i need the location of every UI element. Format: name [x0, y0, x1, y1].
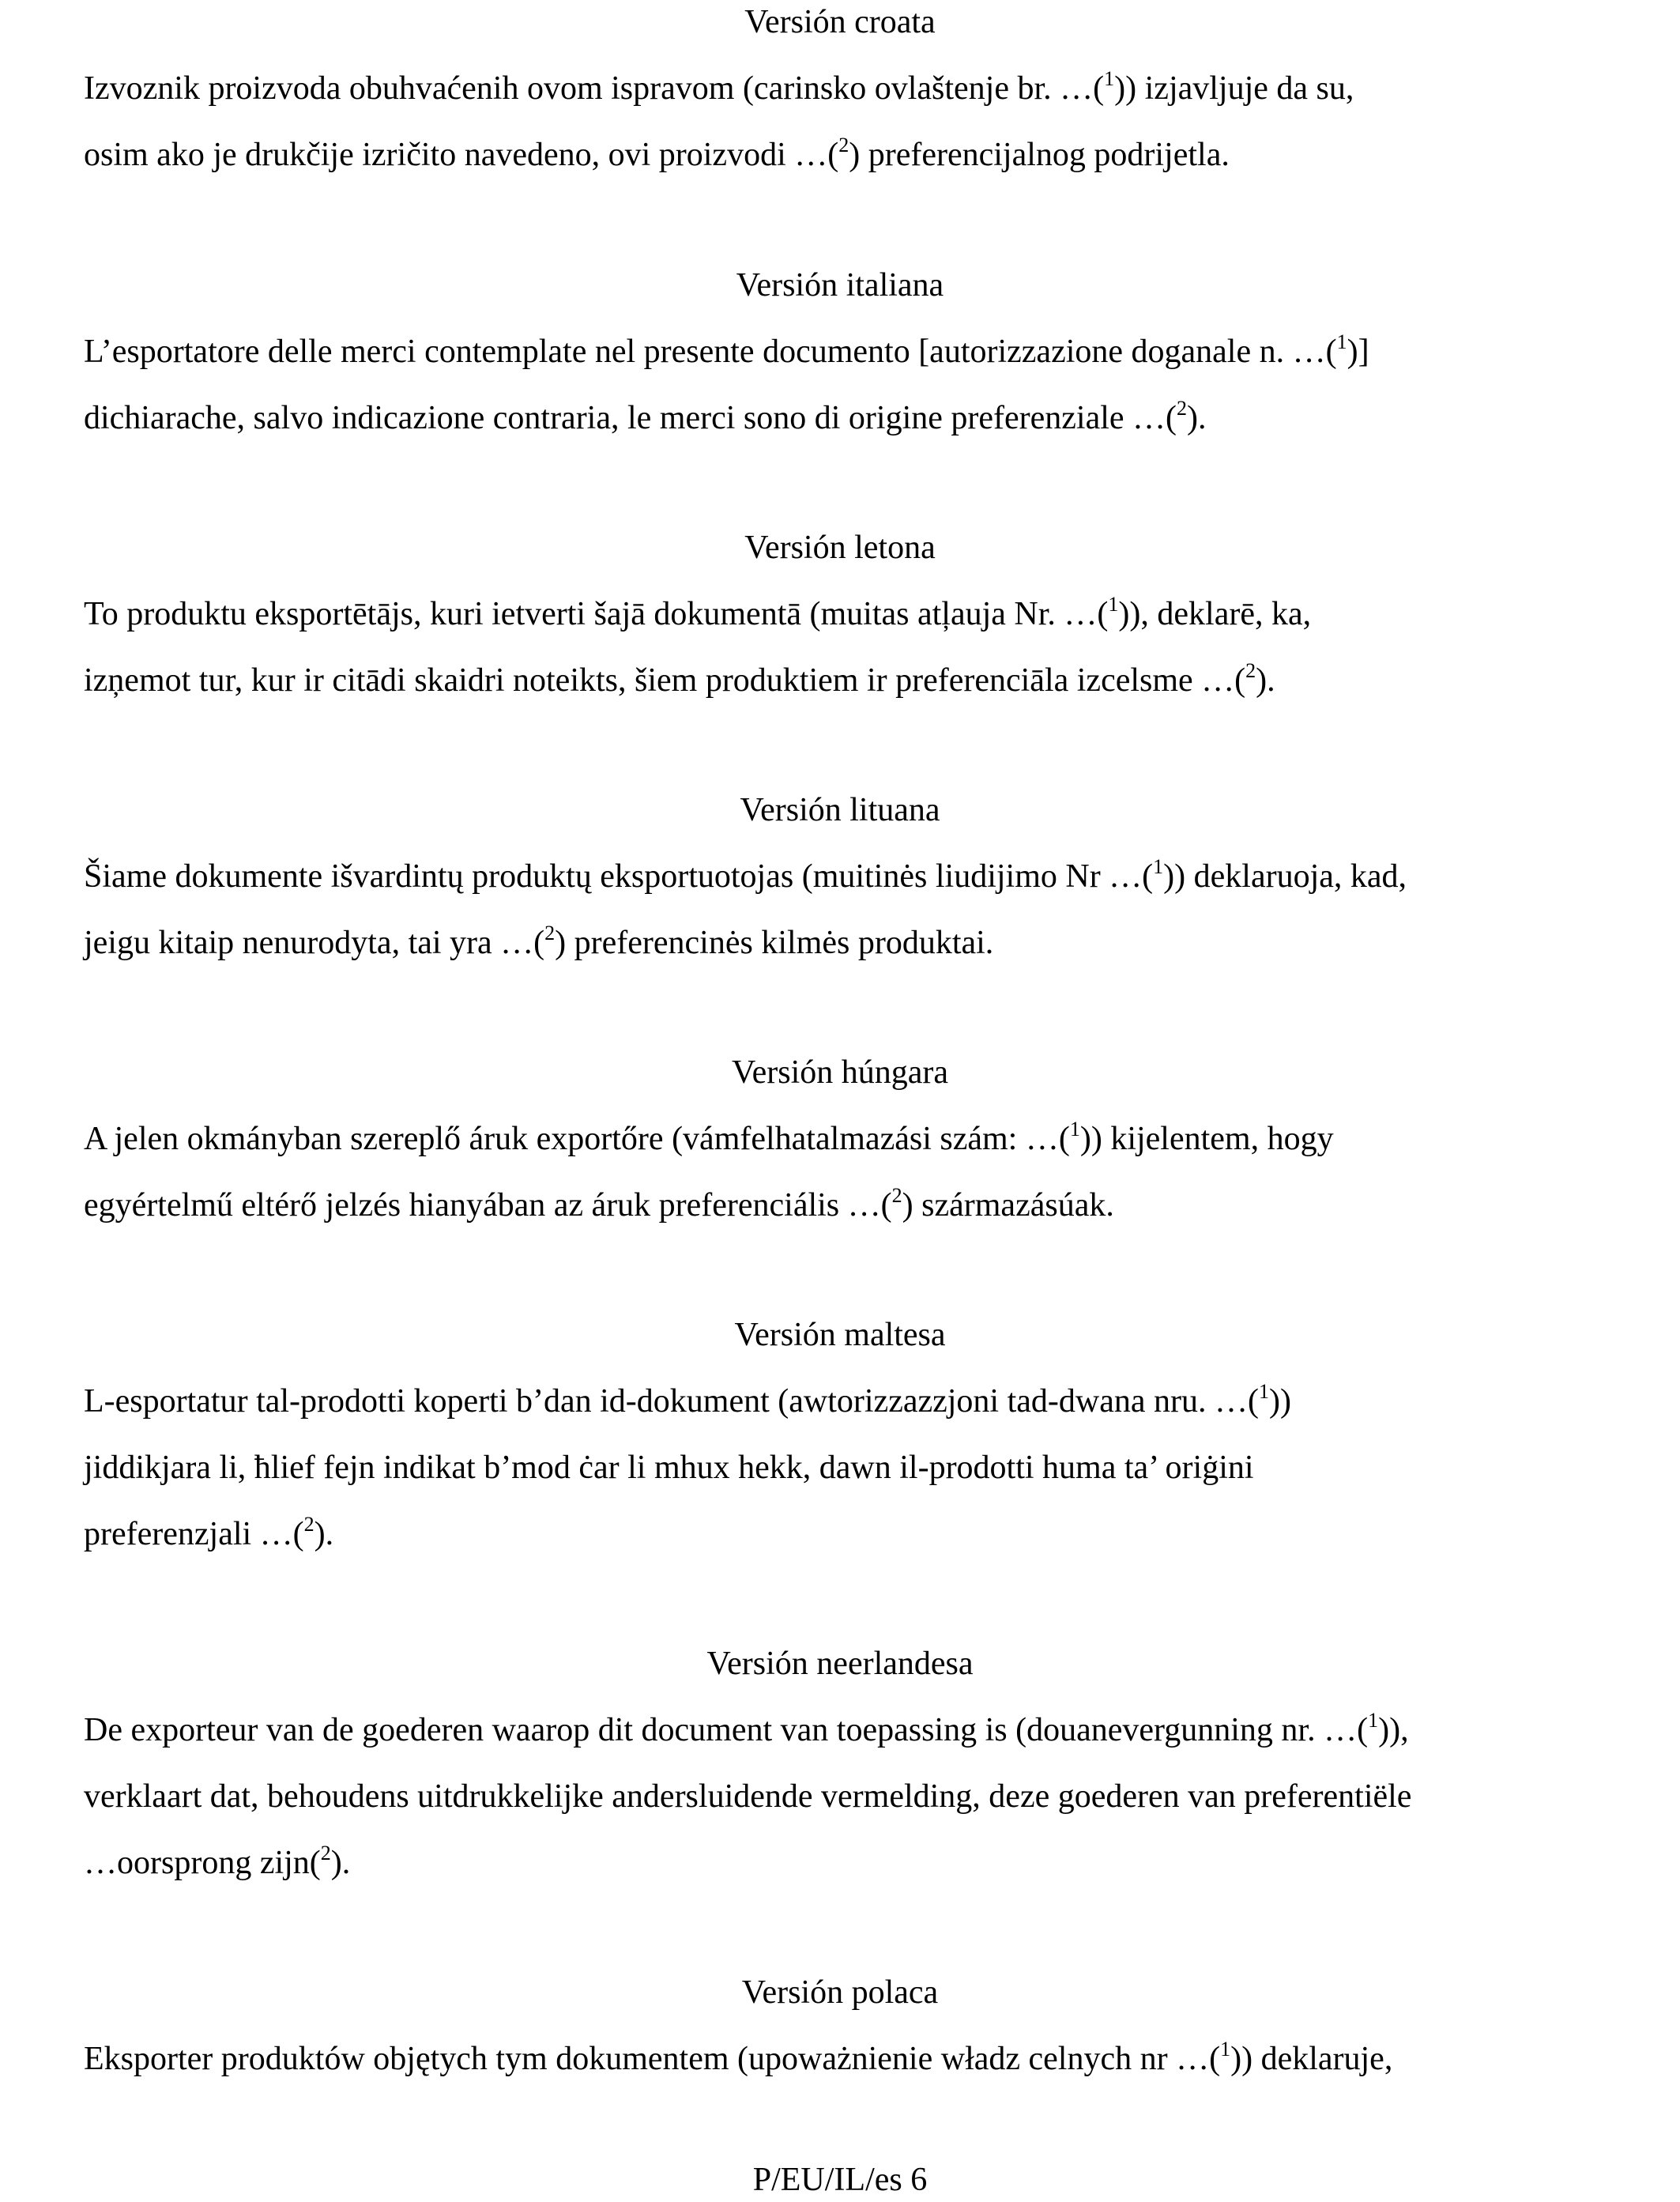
- text-line: …oorsprong zijn($^2$).: [84, 1842, 351, 1881]
- text-line: Eksporter produktów objętych tym dokumentem (upoważnienie władz celnych nr …($^1$)) deklaruje,: [84, 2038, 1393, 2077]
- text-line: verklaart dat, behoudens uitdrukkelijke andersluidende vermelding, deze goederen van preferentiële: [84, 1778, 1412, 1815]
- text-line: De exporteur van de goederen waarop dit document van toepassing is (douanevergunning nr. …($^1$)),: [84, 1709, 1409, 1748]
- text-line: preferenzjali …($^2$).: [84, 1513, 334, 1552]
- section-heading: Versión neerlandesa: [706, 1646, 974, 1682]
- section-heading: Versión polaca: [741, 1974, 939, 2011]
- section-heading: Versión italiana: [736, 267, 944, 304]
- text-line: dichiarache, salvo indicazione contraria, le merci sono di origine preferenziale …($^2$).: [84, 397, 1207, 436]
- section-heading: Versión letona: [744, 530, 936, 566]
- section-heading: Versión húngara: [731, 1054, 949, 1091]
- section-heading: Versión lituana: [740, 792, 940, 828]
- text-line: Šiame dokumente išvardintų produktų eksportuotojas (muitinės liudijimo Nr …($^1$)) deklaruoja, kad,: [84, 855, 1407, 895]
- text-line: A jelen okmányban szereplő áruk exportőre (vámfelhatalmazási szám: …($^1$)) kijelentem, hogy: [84, 1118, 1334, 1157]
- text-line: izņemot tur, kur ir citādi skaidri noteikts, šiem produktiem ir preferenciāla izcelsme …($^2$).: [84, 659, 1275, 699]
- section-heading: Versión maltesa: [734, 1317, 946, 1353]
- section-heading: Versión croata: [744, 4, 936, 40]
- text-line: L-esportatur tal-prodotti koperti b’dan id-dokument (awtorizzazzjoni tad-dwana nru. …($^1$)): [84, 1380, 1291, 1420]
- text-line: To produktu eksportētājs, kuri ietverti šajā dokumentā (muitas atļauja Nr. …($^1$)), deklarē, ka,: [84, 593, 1312, 632]
- text-line: jiddikjara li, ħlief fejn indikat b’mod ċar li mhux hekk, dawn il-prodotti huma ta’ oriġini: [84, 1450, 1254, 1486]
- text-line: L’esportatore delle merci contemplate nel presente documento [autorizzazione doganale n. …($^1$)]: [84, 330, 1369, 370]
- text-line: Izvoznik proizvoda obuhvaćenih ovom ispravom (carinsko ovlaštenje br. …($^1$)) izjavljuje da su,: [84, 67, 1354, 107]
- text-line: osim ako je drukčije izričito navedeno, ovi proizvodi …($^2$) preferencijalnog podrijetla.: [84, 134, 1230, 173]
- text-line: egyértelmű eltérő jelzés hianyában az áruk preferenciális …($^2$) származásúak.: [84, 1184, 1114, 1224]
- text-line: jeigu kitaip nenurodyta, tai yra …($^2$) preferencinės kilmės produktai.: [84, 922, 994, 961]
- page-footer: P/EU/IL/es 6: [752, 2162, 928, 2198]
